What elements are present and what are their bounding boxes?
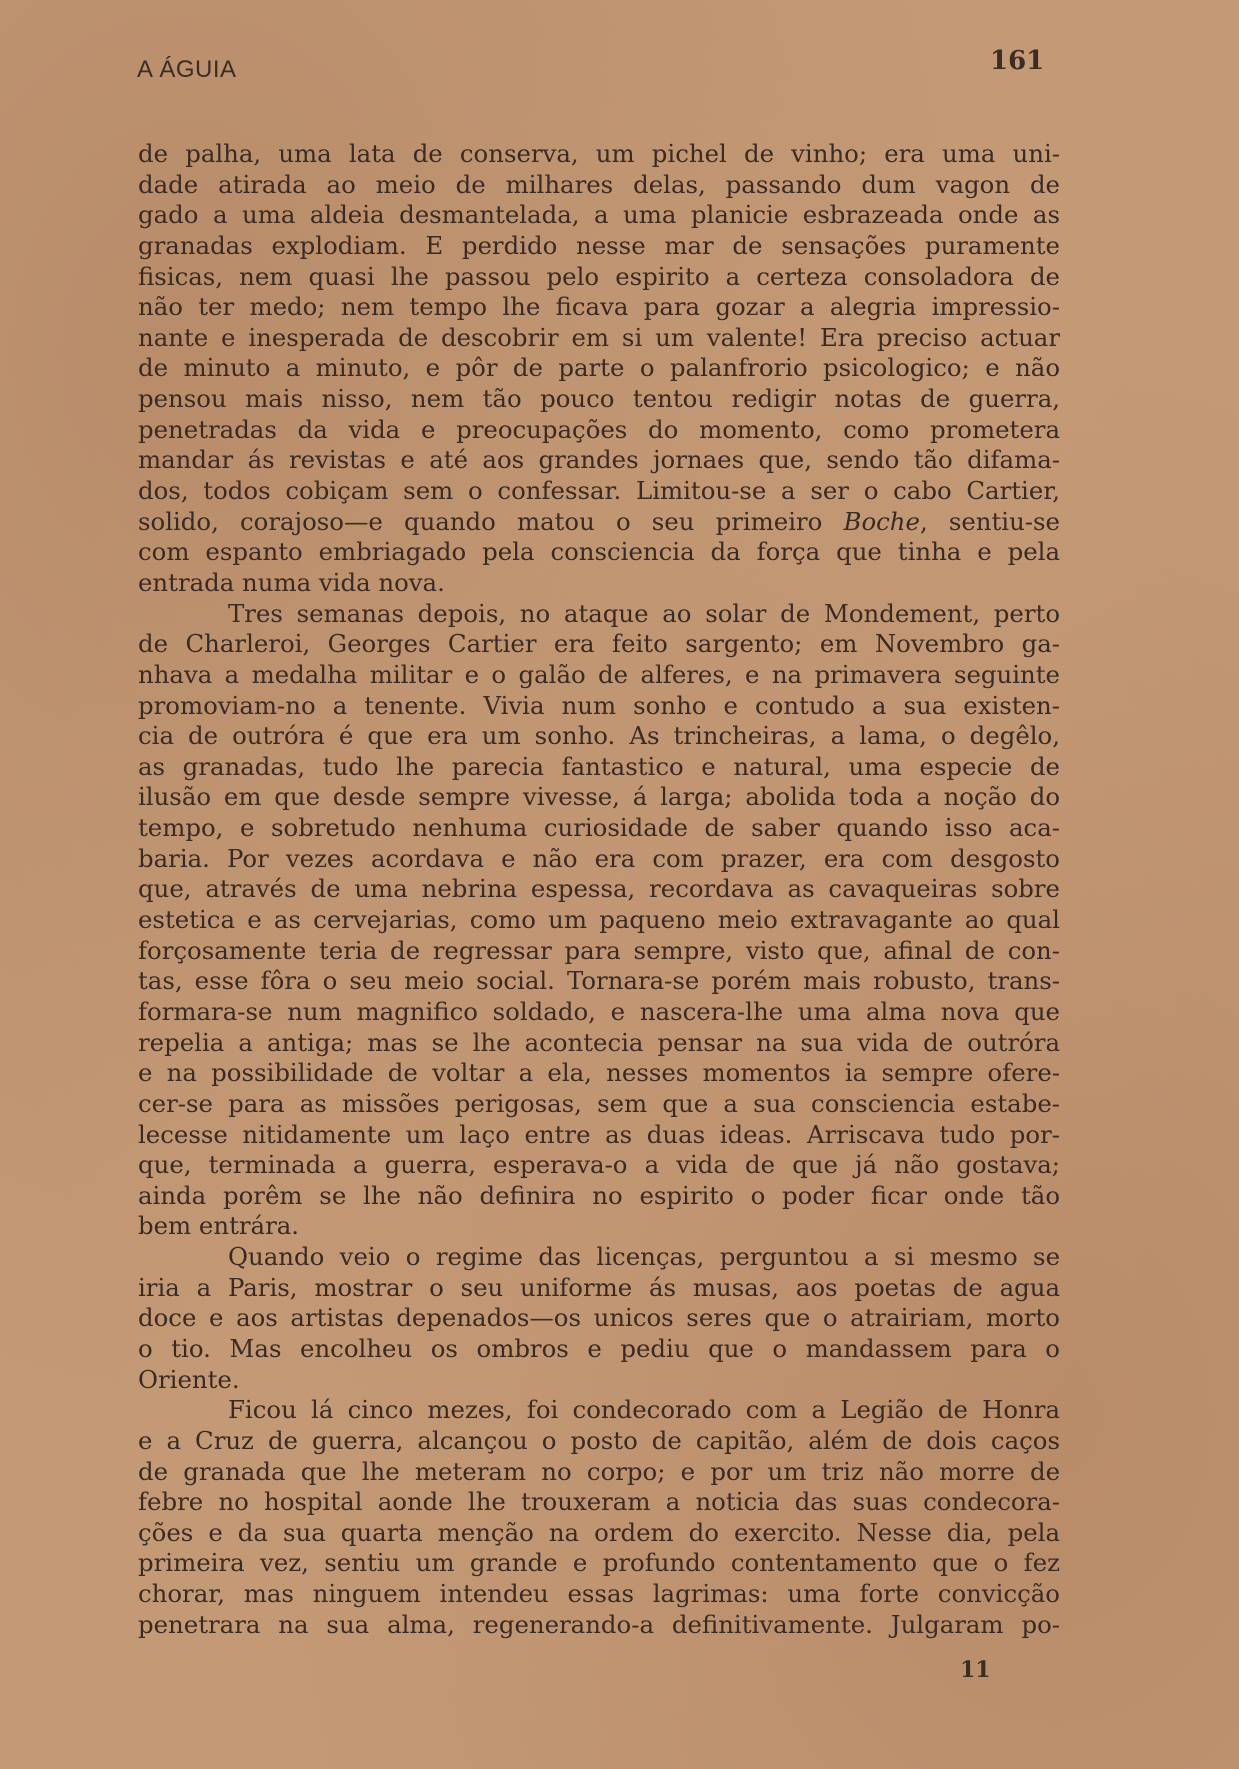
text-line: granadas explodiam. E perdido nesse mar de sensações puramente [138, 230, 1060, 260]
text-line: bem entrára. [138, 1211, 300, 1241]
text-line: o tio. Mas encolheu os ombros e pediu que o mandassem para o [138, 1333, 1060, 1363]
text-line: promoviam-no a tenente. Vivia num sonho e contudo a sua existen- [138, 690, 1060, 720]
text-line: solido, corajoso—e quando matou o seu primeiro Boche, sentiu-se [138, 506, 1060, 536]
page-number: 161 [990, 46, 1045, 76]
text-line: as granadas, tudo lhe parecia fantastico e natural, uma especie de [138, 751, 1060, 781]
text-line: doce e aos artistas depenados—os unicos seres que o atrairiam, morto [138, 1303, 1060, 1333]
text-line: não ter medo; nem tempo lhe ficava para gozar a alegria impressio- [138, 292, 1060, 322]
text-line: penetrara na sua alma, regenerando-a definitivamente. Julgaram po- [138, 1609, 1060, 1639]
text-line: entrada numa vida nova. [138, 567, 445, 597]
text-line: penetradas da vida e preocupações do momento, como prometera [138, 414, 1060, 444]
text-line: chorar, mas ninguem intendeu essas lagrimas: uma forte convicção [138, 1579, 1060, 1609]
text-line: estetica e as cervejarias, como um paqueno meio extravagante ao qual [138, 905, 1060, 935]
text-line: Tres semanas depois, no ataque ao solar de Mondement, perto [228, 598, 1060, 628]
text-line: pensou mais nisso, nem tão pouco tentou redigir notas de guerra, [138, 384, 1060, 414]
text-line: lecesse nitidamente um laço entre as duas ideas. Arriscava tudo por- [138, 1119, 1060, 1149]
text-line: de Charleroi, Georges Cartier era feito sargento; em Novembro ga- [138, 629, 1060, 659]
text-line: de palha, uma lata de conserva, um pichel de vinho; era uma uni- [138, 139, 1060, 168]
text-line: fisicas, nem quasi lhe passou pelo espirito a certeza consoladora de [138, 261, 1060, 291]
text-line: e na possibilidade de voltar a ela, nesses momentos ia sempre ofere- [138, 1058, 1060, 1088]
text-line: tas, esse fôra o seu meio social. Tornara-se porém mais robusto, trans- [138, 966, 1060, 996]
text-line: primeira vez, sentiu um grande e profundo contentamento que o fez [138, 1548, 1060, 1578]
text-line: baria. Por vezes acordava e não era com prazer, era com desgosto [138, 843, 1060, 873]
text-line: ções e da sua quarta menção na ordem do exercito. Nesse dia, pela [138, 1517, 1060, 1547]
text-line: Ficou lá cinco mezes, foi condecorado com a Legião de Honra [228, 1395, 1060, 1425]
text-line: febre no hospital aonde lhe trouxeram a noticia das suas condecora- [138, 1487, 1060, 1517]
text-line: e a Cruz de guerra, alcançou o posto de capitão, além de dois caços [138, 1425, 1060, 1455]
text-line: dade atirada ao meio de milhares delas, passando dum vagon de [138, 169, 1060, 199]
text-line: nhava a medalha militar e o galão de alferes, e na primavera seguinte [138, 659, 1060, 689]
body-text [138, 139, 1060, 1640]
text-line: gado a uma aldeia desmantelada, a uma planicie esbrazeada onde as [138, 200, 1060, 230]
running-title: A ÁGUIA [137, 56, 237, 83]
text-line: Quando veio o regime das licenças, perguntou a si mesmo se [228, 1242, 1060, 1272]
text-line: cer-se para as missões perigosas, sem que a sua consciencia estabe- [138, 1088, 1060, 1118]
text-line: de minuto a minuto, e pôr de parte o palanfrorio psicologico; e não [138, 353, 1060, 383]
text-line: formara-se num magnifico soldado, e nascera-lhe uma alma nova que [138, 996, 1060, 1026]
text-line: ilusão em que desde sempre vivesse, á larga; abolida toda a noção do [138, 782, 1060, 812]
signature-mark: 11 [960, 1657, 991, 1683]
text-line: forçosamente teria de regressar para sempre, visto que, afinal de con- [138, 935, 1060, 965]
text-line: tempo, e sobretudo nenhuma curiosidade de saber quando isso aca- [138, 813, 1060, 843]
text-line: dos, todos cobiçam sem o confessar. Limitou-se a ser o cabo Cartier, [138, 476, 1060, 506]
text-line: que, terminada a guerra, esperava-o a vida de que já não gostava; [138, 1150, 1060, 1180]
text-line: Oriente. [138, 1364, 240, 1394]
text-line: que, através de uma nebrina espessa, recordava as cavaqueiras sobre [138, 874, 1060, 904]
text-line: de granada que lhe meteram no corpo; e por um triz não morre de [138, 1456, 1060, 1486]
text-line: nante e inesperada de descobrir em si um valente! Era preciso actuar [138, 322, 1060, 352]
text-line: iria a Paris, mostrar o seu uniforme ás musas, aos poetas de agua [138, 1272, 1060, 1302]
text-line: cia de outróra é que era um sonho. As trincheiras, a lama, o degêlo, [138, 721, 1060, 751]
text-line: mandar ás revistas e até aos grandes jornaes que, sendo tão difama- [138, 445, 1060, 475]
text-line: com espanto embriagado pela consciencia da força que tinha e pela [138, 537, 1060, 567]
text-line: repelia a antiga; mas se lhe acontecia pensar na sua vida de outróra [138, 1027, 1060, 1057]
text-line: ainda porêm se lhe não definira no espirito o poder ficar onde tão [138, 1180, 1060, 1210]
